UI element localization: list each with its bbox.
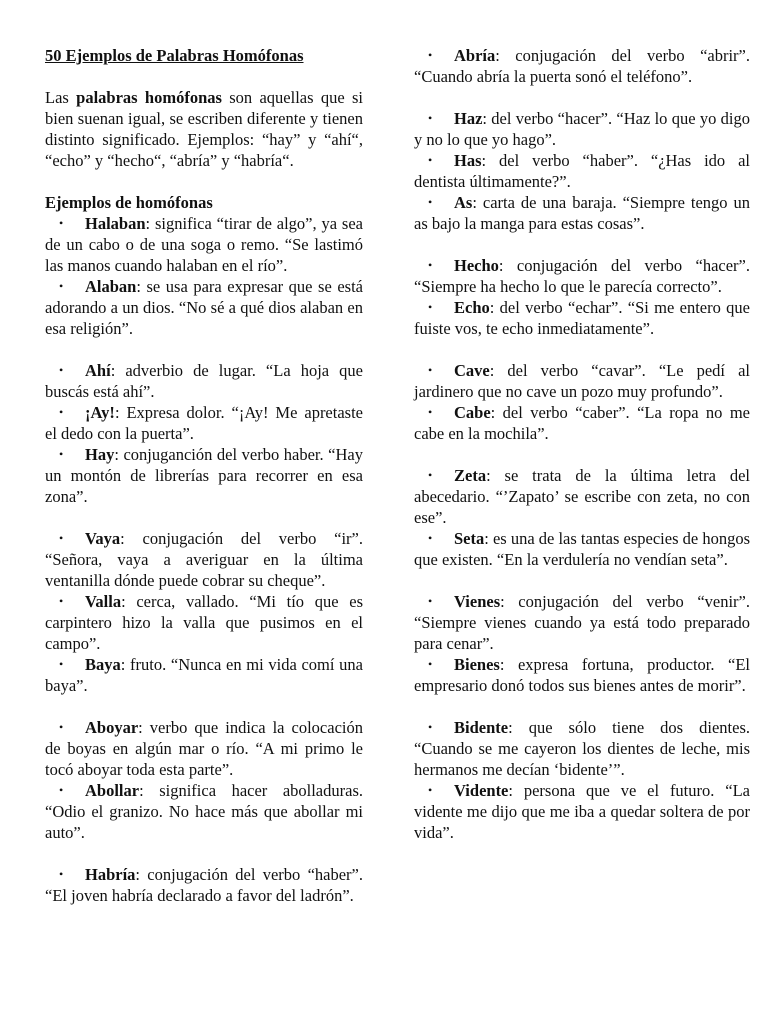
entry-term: Bienes (454, 655, 500, 674)
list-item (414, 150, 750, 192)
list-item (414, 717, 750, 780)
bullet-icon: • (428, 594, 433, 608)
list-item (414, 402, 750, 444)
entry-text: : conjugación del verbo “venir”. “Siempre vienes cuando ya está todo preparado para cenar”. (414, 592, 750, 653)
entry-text: : del verbo “caber”. “La ropa no me cabe en la mochila”. (414, 403, 750, 443)
bullet-icon: • (59, 657, 64, 671)
bullet-icon: • (428, 195, 433, 209)
entry-term: Baya (85, 655, 121, 674)
entry-term: Abollar (85, 781, 140, 800)
entry-text: : conjugación del verbo “haber”. “El joven habría declarado a favor del ladrón”. (45, 865, 363, 905)
entry-text: : adverbio de lugar. “La hoja que buscás está ahí”. (45, 361, 363, 401)
entry-term: Valla (85, 592, 122, 611)
entry-text: : se usa para expresar que se está adorando a un dios. “No sé a qué dios alaban en esa religión”. (45, 277, 363, 338)
list-item (414, 255, 750, 297)
list-item (45, 864, 363, 906)
left-column (45, 45, 363, 906)
bullet-icon: • (59, 720, 64, 734)
bullet-icon: • (428, 405, 433, 419)
entry-term: Habría (85, 865, 136, 884)
right-entry-list (414, 45, 750, 843)
list-item (45, 276, 363, 339)
bullet-icon: • (59, 279, 64, 293)
entry-term: Cave (454, 361, 490, 380)
left-entry-list (45, 213, 363, 906)
list-item (45, 780, 363, 843)
bullet-icon: • (59, 405, 64, 419)
entry-text: : conjugación del verbo “hacer”. “Siempre ha hecho lo que le parecía correcto”. (414, 256, 750, 296)
entry-term: Vienes (454, 592, 501, 611)
bullet-icon: • (59, 216, 64, 230)
intro-rest: son aquellas que si bien suenan igual, se escriben diferente y tienen distinto significado. Ejemplos: “hay” y “ahí“, “echo” y “hecho“, “abría” y “habría“. (45, 88, 364, 170)
bullet-icon: • (428, 783, 433, 797)
list-item (414, 780, 750, 843)
entry-text: : conjugación del verbo “ir”. “Señora, vaya a averiguar en la última ventanilla dónde puede cobrar su cheque”. (45, 529, 363, 590)
entry-text: : Expresa dolor. “¡Ay! Me apretaste el dedo con la puerta”. (45, 403, 363, 443)
bullet-icon: • (428, 258, 433, 272)
list-item (414, 360, 750, 402)
list-item (45, 591, 363, 654)
entry-term: Abría (454, 46, 496, 65)
intro-prefix: Las (45, 88, 77, 107)
bullet-icon: • (59, 447, 64, 461)
list-item (45, 402, 363, 444)
entry-term: Alaban (85, 277, 137, 296)
list-item (45, 444, 363, 507)
entry-term: Aboyar (85, 718, 139, 737)
list-item (414, 654, 750, 696)
entry-term: Ahí (85, 361, 111, 380)
list-item (414, 297, 750, 339)
entry-text: : del verbo “echar”. “Si me entero que fuiste vos, te echo inmediatamente”. (414, 298, 750, 338)
entry-term: Halaban (85, 214, 146, 233)
bullet-icon: • (59, 867, 64, 881)
bullet-icon: • (428, 363, 433, 377)
intro-bold-term: palabras homófonas (76, 88, 222, 107)
entry-text: : significa “tirar de algo”, ya sea de un cabo o de una soga o remo. “Se lastimó las manos cuando halaban en el río”. (45, 214, 363, 275)
list-item (45, 528, 363, 591)
list-item (414, 192, 750, 234)
entry-text: : carta de una baraja. “Siempre tengo un as bajo la manga para estas cosas”. (414, 193, 750, 233)
section-heading: Ejemplos de homófonas (45, 193, 213, 212)
list-item (45, 213, 363, 276)
right-column (414, 45, 750, 843)
entry-text: : significa hacer abolladuras. “Odio el granizo. No hace más que abollar mi auto”. (45, 781, 363, 842)
entry-term: Has (454, 151, 482, 170)
entry-term: ¡Ay! (85, 403, 115, 422)
entry-term: Hecho (454, 256, 499, 275)
entry-term: Zeta (454, 466, 487, 485)
bullet-icon: • (428, 300, 433, 314)
entry-text: : es una de las tantas especies de hongos que existen. “En la verdulería no vendían seta”. (414, 529, 751, 569)
list-item (414, 108, 750, 150)
list-item (414, 528, 750, 570)
bullet-icon: • (428, 111, 433, 125)
entry-text: : del verbo “haber”. “¿Has ido al dentista últimamente?”. (414, 151, 750, 191)
bullet-icon: • (428, 48, 433, 62)
entry-text: : fruto. “Nunca en mi vida comí una baya”. (45, 655, 363, 695)
list-item (414, 45, 750, 87)
bullet-icon: • (59, 531, 64, 545)
list-item (414, 591, 750, 654)
entry-text: : del verbo “hacer”. “Haz lo que yo digo y no lo que yo hago”. (414, 109, 750, 149)
entry-text: : del verbo “cavar”. “Le pedí al jardinero que no cave un pozo muy profundo”. (414, 361, 750, 401)
bullet-icon: • (59, 363, 64, 377)
bullet-icon: • (59, 783, 64, 797)
entry-term: Hay (85, 445, 115, 464)
entry-text: : verbo que indica la colocación de boyas en algún mar o río. “A mi primo le tocó aboyar toda esta parte”. (45, 718, 363, 779)
list-item (45, 360, 363, 402)
entry-text: : que sólo tiene dos dientes. “Cuando se me cayeron los dientes de leche, mis hermanos me decían ‘bidente’”. (414, 718, 750, 779)
entry-term: Bidente (454, 718, 509, 737)
list-item (45, 654, 363, 696)
entry-term: Cabe (454, 403, 491, 422)
entry-text: : cerca, vallado. “Mi tío que es carpintero hizo la valla que pusimos en el campo”. (45, 592, 363, 653)
entry-term: Echo (454, 298, 490, 317)
entry-term: Seta (454, 529, 485, 548)
entry-text: : persona que ve el futuro. “La vidente me dijo que me iba a quedar soltera de por vida”. (414, 781, 750, 842)
document-title: 50 Ejemplos de Palabras Homófonas (45, 46, 304, 65)
entry-text: : conjuganción del verbo haber. “Hay un montón de librerías para recorrer en esa zona”. (45, 445, 363, 506)
list-item (414, 465, 750, 528)
bullet-icon: • (428, 153, 433, 167)
list-item (45, 717, 363, 780)
entry-term: Vaya (85, 529, 121, 548)
bullet-icon: • (428, 657, 433, 671)
bullet-icon: • (428, 531, 433, 545)
entry-text: : se trata de la última letra del abecedario. “’Zapato’ se escribe con zeta, no con ese”. (414, 466, 750, 527)
bullet-icon: • (428, 468, 433, 482)
entry-term: As (454, 193, 473, 212)
entry-term: Vidente (454, 781, 509, 800)
entry-text: : conjugación del verbo “abrir”. “Cuando abría la puerta sonó el teléfono”. (414, 46, 750, 86)
intro-paragraph (45, 87, 363, 171)
entry-term: Haz (454, 109, 483, 128)
entry-text: : expresa fortuna, productor. “El empresario donó todos sus bienes antes de morir”. (414, 655, 750, 695)
bullet-icon: • (59, 594, 64, 608)
bullet-icon: • (428, 720, 433, 734)
